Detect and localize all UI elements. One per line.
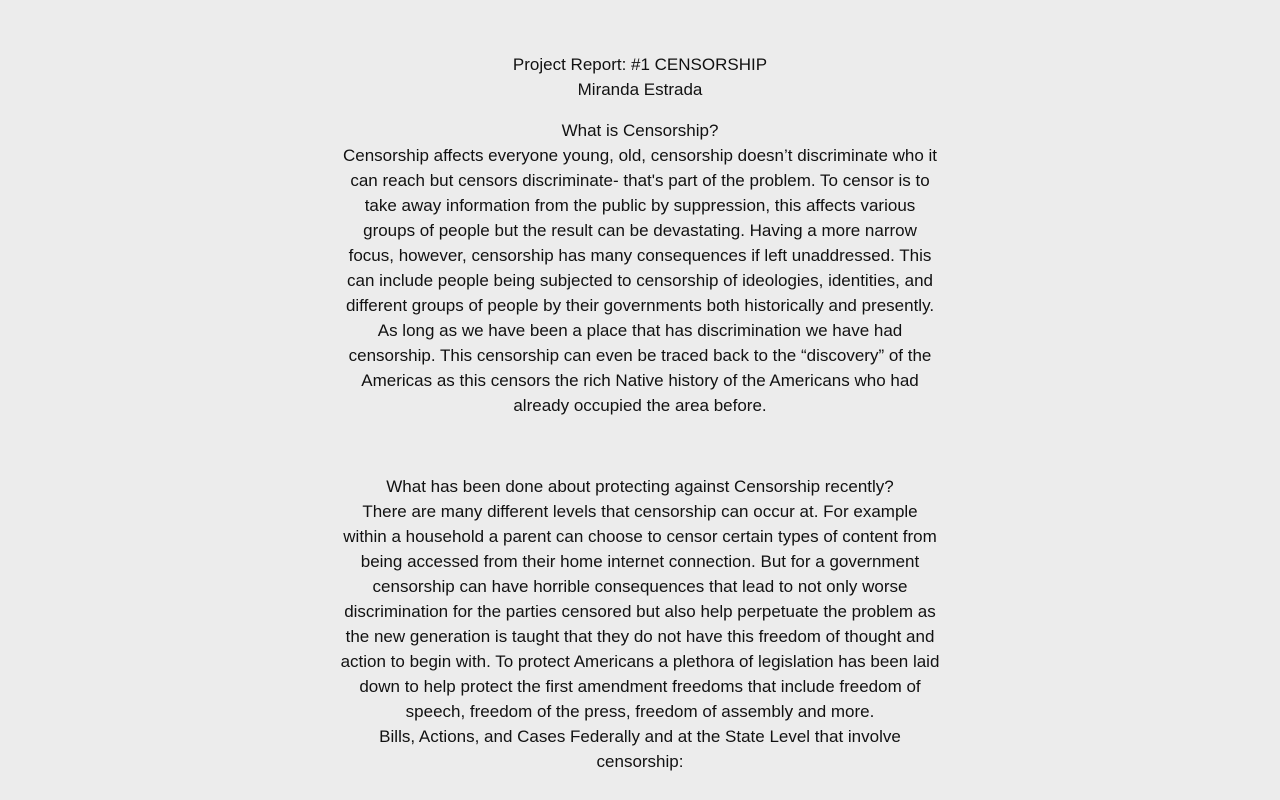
report-author: Miranda Estrada xyxy=(577,80,703,99)
section-heading-what-is-censorship: What is Censorship? xyxy=(561,121,719,140)
report-title: Project Report: #1 CENSORSHIP xyxy=(512,55,768,74)
spacer xyxy=(340,418,940,474)
section-body-what-is-censorship: Censorship affects everyone young, old, censorship doesn’t discriminate who it can reach but censors discriminate- that's part of the problem. To censor is to take away information from the public by suppression, this affects various groups of people but the result can be devastating. Having a more narrow focus, however, censorship has many consequences if left unaddressed. This can include people being subjected to censorship of ideologies, identities, and different groups of people by their governments both historically and presently. As long as we have been a place that has discrimination we have had censorship. This censorship can even be traced back to the “discovery” of the Americas as this censors the rich Native history of the Americans who had already occupied the area before. xyxy=(342,146,938,415)
spacer xyxy=(340,102,940,118)
section-heading-protecting: What has been done about protecting against Censorship recently? xyxy=(386,477,894,496)
section-body-protecting: There are many different levels that censorship can occur at. For example within a household a parent can choose to censor certain types of content from being accessed from their home internet connection. But for a government censorship can have horrible consequences that lead to not only worse discrimination for the parties censored but also help perpetuate the problem as the new generation is taught that they do not have this freedom of thought and action to begin with. To protect Americans a plethora of legislation has been laid down to help protect the first amendment freedoms that include freedom of speech, freedom of the press, freedom of assembly and more. xyxy=(340,502,940,721)
section-subheading-bills: Bills, Actions, and Cases Federally and at the State Level that involve censorship: xyxy=(379,727,901,771)
document-content xyxy=(340,52,940,774)
